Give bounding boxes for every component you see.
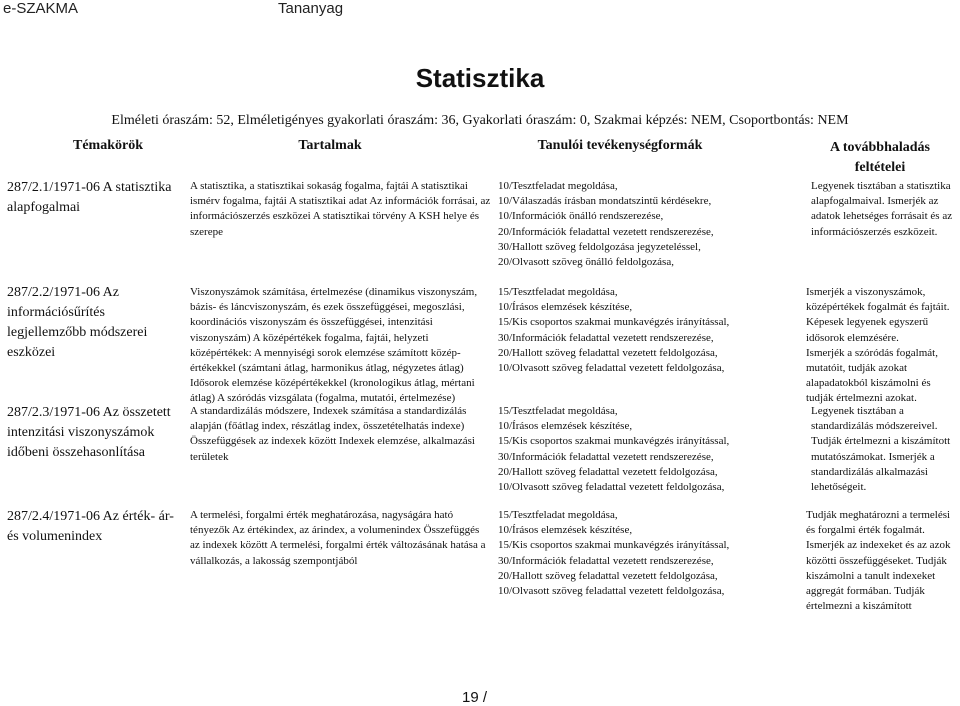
topic-line: alapfogalmai (7, 200, 81, 215)
condition-line: mutatóit, tudják azokat (806, 362, 908, 375)
content-line: szerepe (190, 225, 223, 238)
activity-line: 15/Tesztfeladat megoldása, (498, 286, 618, 298)
topic-line: 287/2.3/1971-06 Az összetett (7, 405, 171, 420)
topic-line: legjellemzőbb módszerei (7, 325, 148, 340)
column-header-activities: Tanulói tevékenységformák (537, 138, 703, 153)
content-line: alapján (főátlag index, részátlag index, összetételhatás indexe) (190, 420, 465, 433)
activity-line: 10/Olvasott szöveg feladattal vezetett feldolgozása, (498, 585, 725, 598)
row-4-activities (498, 508, 729, 599)
condition-line: értelmezni a kiszámított (806, 600, 912, 613)
activity-line: 10/Válaszadás írásban mondatszintű kérdésekre, (498, 195, 712, 208)
topic-line: intenzitási viszonyszámok (7, 425, 155, 440)
content-line: Viszonyszámok számítása, értelmezése (dinamikus viszonyszám, (190, 286, 478, 298)
activity-line: 10/Tesztfeladat megoldása, (498, 180, 618, 192)
condition-line: Ismerjék a viszonyszámok, (806, 286, 926, 298)
content-line: vállalkozás, a lakosság szempontjából (190, 554, 358, 567)
activity-line: 30/Információk feladattal vezetett rendszerezése, (498, 331, 714, 344)
condition-line: Ismerjék a szóródás fogalmát, (806, 346, 938, 359)
row-2-topic (7, 283, 147, 363)
activity-line: 20/Hallott szöveg feladattal vezetett feldolgozása, (498, 569, 718, 582)
content-line: az indexek között A termelési, forgalmi érték változásának hatása a (190, 539, 486, 552)
activity-line: 15/Tesztfeladat megoldása, (498, 509, 618, 521)
topic-line: eszközei (7, 345, 56, 360)
activity-line: 15/Kis csoportos szakmai munkavégzés irányítással, (498, 316, 730, 329)
topic-line: 287/2.2/1971-06 Az (7, 285, 119, 300)
column-header-topics: Témakörök (73, 138, 143, 153)
condition-line: alapadatokból kiszámolni és (806, 377, 931, 390)
column-header-conditions-line: A továbbhaladás (830, 140, 930, 155)
condition-line: tudják értelmezni azokat. (806, 392, 917, 405)
content-line: területek (190, 450, 229, 463)
row-3-topic (7, 403, 171, 463)
condition-line: aggregát formában. Tudják (806, 585, 925, 598)
row-3-content (190, 404, 475, 465)
row-1-activities (498, 179, 714, 270)
condition-line: és forgalmi érték fogalmát. (806, 524, 925, 537)
condition-line: standardizálás alkalmazási (811, 465, 928, 478)
condition-line: Legyenek tisztában a (811, 405, 904, 417)
condition-line: Képesek legyenek egyszerű (806, 316, 929, 329)
page-title: Statisztika (415, 63, 545, 93)
content-line: információszerzés eszközei A statisztikai törvény A KSH helye és (190, 210, 479, 223)
content-line: koordinációs viszonyszám és összefüggései, intenzitási (190, 316, 433, 329)
activity-line: 20/Olvasott szöveg önálló feldolgozása, (498, 256, 674, 269)
content-line: átlag) A szóródás vizsgálata (fogalma, mutatói, értelmezése) (190, 392, 456, 405)
column-header-conditions (820, 138, 940, 178)
content-line: Összefüggések az indexek között Indexek elemzése, alkalmazási (190, 435, 475, 448)
condition-line: Legyenek tisztában a statisztika (811, 180, 951, 192)
page-number: 19 / (462, 689, 488, 706)
row-2-content (190, 285, 477, 407)
row-4-topic (7, 507, 174, 547)
activity-line: 15/Kis csoportos szakmai munkavégzés irányítással, (498, 435, 730, 448)
row-1-topic (7, 178, 172, 218)
content-line: A standardizálás módszere, Indexek számítása a standardizálás (190, 405, 467, 417)
condition-line: információszerzés eszközeit. (811, 225, 938, 238)
header-left: e-SZAKMA (3, 0, 79, 17)
activity-line: 30/Információk feladattal vezetett rendszerezése, (498, 554, 714, 567)
activity-line: 20/Hallott szöveg feladattal vezetett feldolgozása, (498, 346, 718, 359)
activity-line: 10/Írásos elemzések készítése, (498, 524, 633, 537)
activity-line: 10/Olvasott szöveg feladattal vezetett feldolgozása, (498, 362, 725, 375)
row-4-conditions (806, 508, 950, 614)
content-line: A termelési, forgalmi érték meghatározása, nagyságára ható (190, 509, 454, 521)
condition-line: kiszámolni a tanult indexeket (806, 569, 936, 582)
row-3-conditions (811, 404, 950, 495)
activity-line: 10/Írásos elemzések készítése, (498, 301, 633, 314)
activity-line: 10/Olvasott szöveg feladattal vezetett feldolgozása, (498, 481, 725, 494)
row-3-activities (498, 404, 729, 495)
row-1-content (190, 179, 490, 240)
condition-line: Tudják meghatározni a termelési (806, 509, 951, 521)
content-line: ismérv fogalma, fajtái A statisztikai adat Az információk forrásai, az (190, 195, 491, 208)
condition-line: standardizálás módszereivel. (811, 420, 938, 433)
condition-line: mutatószámokat. Ismerjék a (811, 450, 935, 463)
topic-line: 287/2.4/1971-06 Az érték- ár- (7, 509, 174, 524)
activity-line: 10/Írásos elemzések készítése, (498, 420, 633, 433)
header-right: Tananyag (278, 0, 344, 17)
condition-line: idősorok elemzésére. (806, 331, 899, 344)
activity-line: 30/Információk feladattal vezetett rendszerezése, (498, 450, 714, 463)
activity-line: 20/Információk feladattal vezetett rendszerezése, (498, 225, 714, 238)
activity-line: 10/Információk önálló rendszerezése, (498, 210, 664, 223)
activity-line: 15/Kis csoportos szakmai munkavégzés irányítással, (498, 539, 730, 552)
topic-line: és volumenindex (7, 529, 103, 544)
condition-line: lehetőségeit. (811, 481, 867, 494)
column-header-contents: Tartalmak (298, 138, 362, 153)
activity-line: 15/Tesztfeladat megoldása, (498, 405, 618, 417)
topic-line: információsűrítés (7, 305, 105, 320)
condition-line: adatok lehetséges forrásait és az (811, 210, 953, 223)
content-line: A statisztika, a statisztikai sokaság fogalma, fajtái A statisztikai (190, 180, 468, 192)
condition-line: alapfogalmaival. Ismerjék az (811, 195, 939, 208)
content-line: tényezők Az értékindex, az árindex, a volumenindex Összefüggés (190, 524, 480, 537)
content-line: Idősorok elemzése középértékekkel (kronologikus átlag, mértani (190, 377, 475, 390)
row-4-content (190, 508, 485, 569)
content-line: értékekkel (számtani átlag, harmonikus átlag, négyzetes átlag) (190, 362, 464, 375)
content-line: bázis- és láncviszonyszám, és ezek összefüggései, megoszlási, (190, 301, 465, 314)
row-2-activities (498, 285, 729, 376)
activity-line: 30/Hallott szöveg feldolgozása jegyzeteléssel, (498, 240, 701, 253)
condition-line: középértékek fogalmát és fajtáit. (806, 301, 950, 314)
activity-line: 20/Hallott szöveg feladattal vezetett feldolgozása, (498, 465, 718, 478)
condition-line: Ismerjék az indexeket és az azok (806, 539, 951, 552)
condition-line: közötti összefüggéseket. Tudják (806, 554, 947, 567)
row-1-conditions (811, 179, 952, 240)
column-header-conditions-line: feltételei (854, 160, 906, 175)
topic-line: 287/2.1/1971-06 A statisztika (7, 180, 172, 195)
content-line: középértékek: A mennyiségi sorok elemzése számított közép- (190, 346, 461, 359)
row-2-conditions (806, 285, 950, 407)
condition-line: Tudják értelmezni a kiszámított (811, 435, 951, 448)
page-subtitle: Elméleti óraszám: 52, Elméletigényes gyakorlati óraszám: 36, Gyakorlati óraszám: 0, Szakmai képzés: NEM, Csoportbontás: NEM (111, 113, 849, 128)
content-line: viszonyszám) A középértékek fogalma, fajtái, helyzeti (190, 331, 429, 344)
topic-line: időbeni összehasonlítása (7, 445, 146, 460)
